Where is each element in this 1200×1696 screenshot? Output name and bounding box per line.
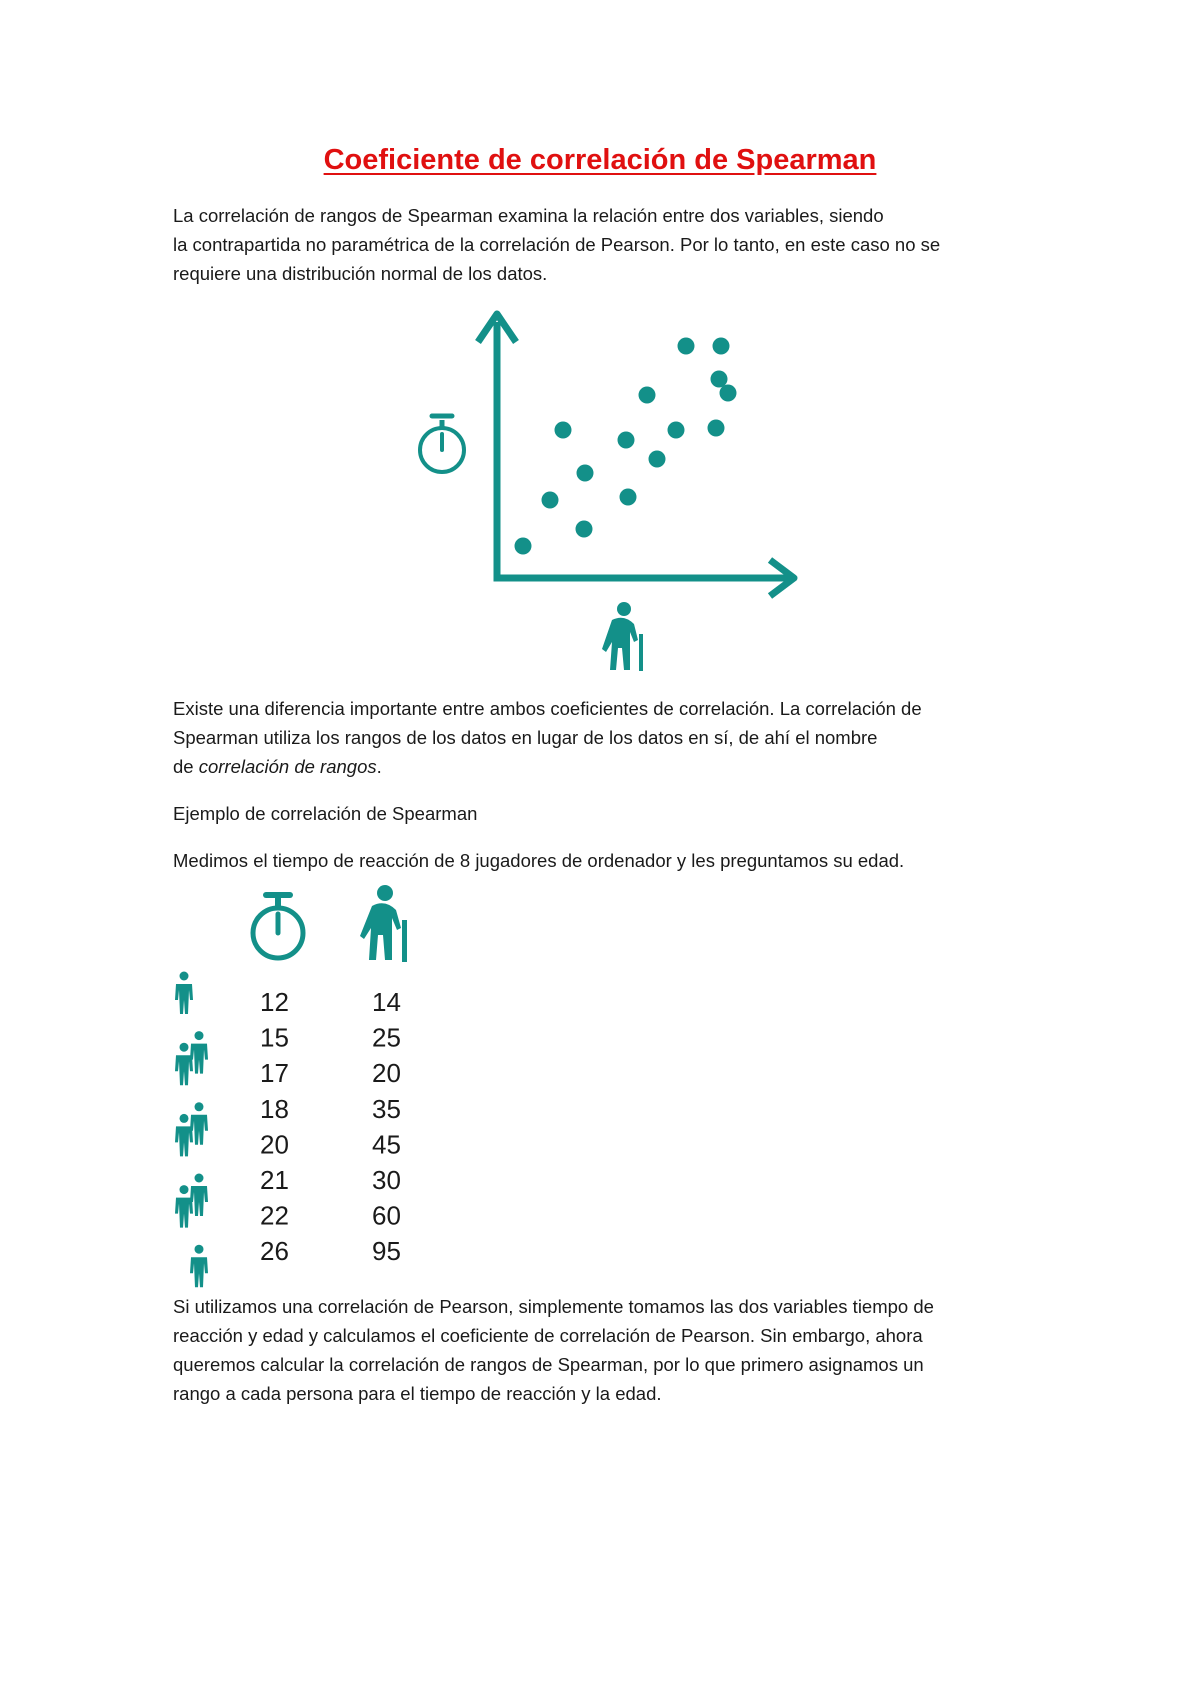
person-icon [175,1043,193,1086]
pearson-line: rango a cada persona para el tiempo de reacción y la edad. [173,1383,662,1404]
reaction-time-value: 12 [260,987,289,1017]
difference-prefix: de [173,756,199,777]
reaction-time-value: 26 [260,1236,289,1267]
intro-line: requiere una distribución normal de los datos. [173,263,548,284]
age-value: 45 [372,1129,401,1160]
example-intro: Medimos el tiempo de reacción de 8 jugadores de ordenador y les preguntamos su edad. [173,850,905,871]
age-value: 95 [372,1236,401,1267]
reaction-time-value: 15 [260,1022,289,1053]
header-stopwatch-icon [253,895,303,958]
pearson-paragraph [173,1292,1053,1408]
example-heading: Ejemplo de correlación de Spearman [173,803,478,824]
difference-line: Spearman utiliza los rangos de los datos en lugar de los datos en sí, de ahí el nombre [173,727,878,748]
table-values [260,987,401,1266]
pearson-line: queremos calcular la correlación de rangos de Spearman, por lo que primero asignamos un [173,1354,924,1375]
pearson-line: reacción y edad y calculamos el coeficiente de correlación de Pearson. Sin embargo, ahora [173,1325,923,1346]
age-value: 30 [372,1165,401,1195]
intro-line: la contrapartida no paramétrica de la correlación de Pearson. Por lo tanto, en este caso no se [173,234,941,255]
person-icon [175,1114,193,1157]
age-value: 14 [372,987,401,1017]
page-title: Coeficiente de correlación de Spearman [323,144,877,176]
age-value: 20 [372,1058,401,1089]
difference-suffix: . [376,756,382,777]
row-person-icons [175,972,208,1288]
person-icon [175,1185,193,1228]
reaction-time-value: 22 [260,1200,289,1231]
difference-line: Existe una diferencia importante entre ambos coeficientes de correlación. La correlación de [173,698,922,719]
age-value: 60 [372,1200,401,1231]
reaction-time-value: 20 [260,1129,289,1160]
person-icon [190,1245,208,1288]
reaction-time-value: 18 [260,1093,289,1124]
age-value: 25 [372,1022,401,1053]
age-value: 35 [372,1093,401,1124]
reaction-time-value: 17 [260,1058,289,1089]
person-icon [175,972,193,1015]
reaction-time-value: 21 [260,1165,289,1195]
intro-line: La correlación de rangos de Spearman examina la relación entre dos variables, siendo [173,205,884,226]
rank-correlation-term: correlación de rangos [198,756,377,777]
header-elderly-person-icon [360,885,407,962]
pearson-line: Si utilizamos una correlación de Pearson, simplemente tomamos las dos variables tiempo de [173,1296,934,1317]
